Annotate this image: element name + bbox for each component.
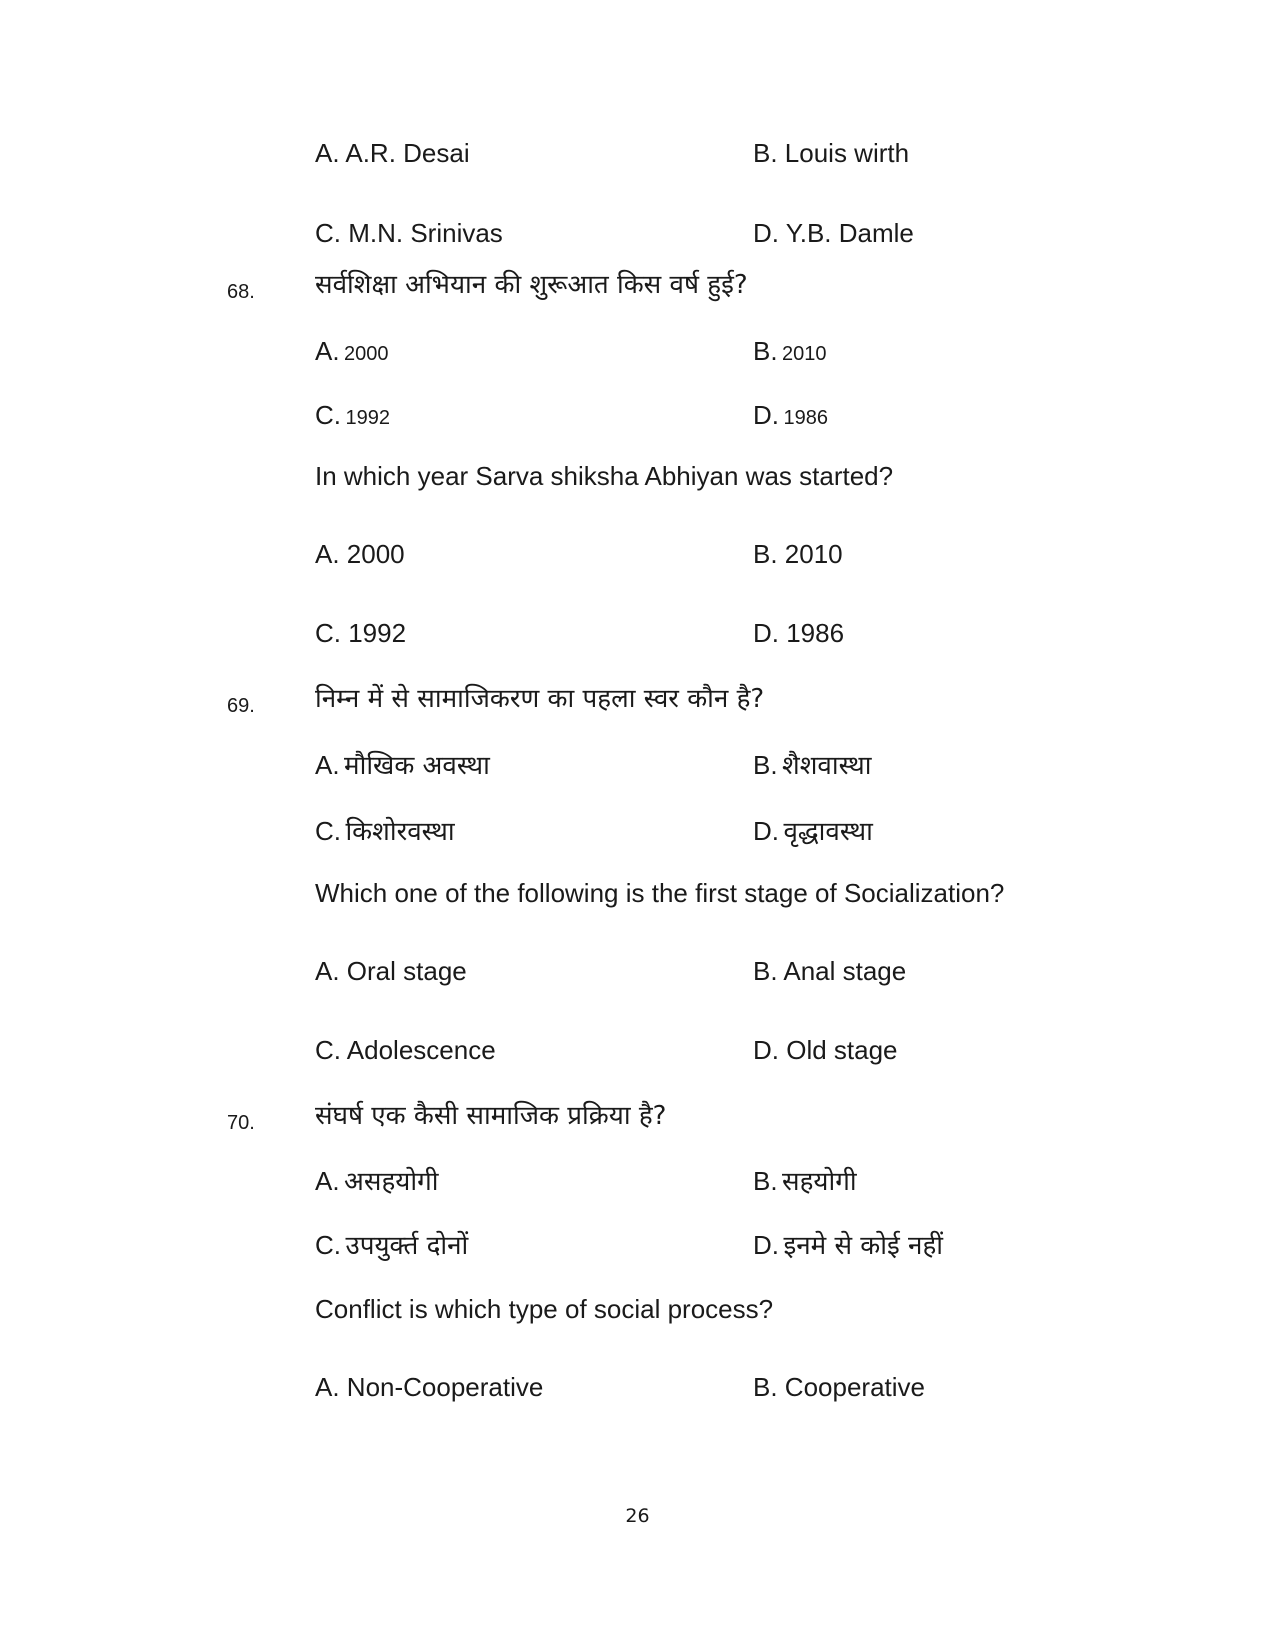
q70-english-option-a: A. Non-Cooperative bbox=[315, 1372, 544, 1402]
option-letter: D. bbox=[753, 816, 779, 846]
q68-english-question: In which year Sarva shiksha Abhiyan was started? bbox=[315, 461, 894, 491]
option-letter: D. bbox=[753, 400, 779, 430]
option-letter: C. bbox=[315, 400, 341, 430]
q69-hindi-option-d bbox=[753, 818, 873, 845]
q69-english-option-b: B. Anal stage bbox=[753, 956, 907, 986]
q70-hindi-option-b bbox=[753, 1168, 857, 1195]
option-letter: A. bbox=[315, 1166, 340, 1196]
q68-english-option-a: A. 2000 bbox=[315, 539, 405, 569]
option-value: इनमे से कोई नहीं bbox=[783, 1231, 944, 1261]
q69-english-option-d: D. Old stage bbox=[753, 1035, 898, 1065]
option-letter: A. bbox=[315, 750, 340, 780]
q69-hindi-option-b bbox=[753, 752, 872, 779]
q68-hindi-option-c bbox=[315, 402, 390, 428]
option-letter: D. bbox=[753, 1230, 779, 1260]
q68-hindi-question: सर्वशिक्षा अभियान की शुरूआत किस वर्ष हुई? bbox=[315, 270, 748, 300]
option-value: असहयोगी bbox=[344, 1167, 439, 1197]
option-letter: B. bbox=[753, 750, 778, 780]
q68-english-option-d: D. 1986 bbox=[753, 618, 845, 648]
q69-hindi-question: निम्न में से सामाजिकरण का पहला स्वर कौन है? bbox=[315, 684, 765, 714]
option-letter: B. bbox=[753, 1166, 778, 1196]
q67-option-c: C. M.N. Srinivas bbox=[315, 218, 503, 248]
question-number-68: 68. bbox=[227, 281, 255, 303]
option-value: 2010 bbox=[782, 343, 827, 365]
q70-hindi-option-a bbox=[315, 1168, 438, 1195]
q67-option-d: D. Y.B. Damle bbox=[753, 218, 914, 248]
q69-english-option-c: C. Adolescence bbox=[315, 1035, 496, 1065]
q70-hindi-option-d bbox=[753, 1232, 943, 1259]
question-number-69: 69. bbox=[227, 695, 255, 717]
option-value: उपयुर्क्त दोनों bbox=[345, 1231, 469, 1261]
q70-hindi-question: संघर्ष एक कैसी सामाजिक प्रक्रिया है? bbox=[315, 1101, 667, 1131]
question-number-70: 70. bbox=[227, 1112, 255, 1134]
option-letter: C. bbox=[315, 1230, 341, 1260]
q69-english-option-a: A. Oral stage bbox=[315, 956, 467, 986]
q69-hindi-option-a bbox=[315, 752, 490, 779]
q69-english-question: Which one of the following is the first stage of Socialization? bbox=[315, 878, 1005, 908]
option-value: वृद्धावस्था bbox=[783, 817, 873, 847]
option-value: 1986 bbox=[783, 407, 828, 429]
q68-hindi-option-a bbox=[315, 338, 389, 364]
q68-english-option-c: C. 1992 bbox=[315, 618, 407, 648]
page-number: 26 bbox=[625, 1505, 650, 1527]
q67-option-a: A. A.R. Desai bbox=[315, 138, 470, 168]
q69-hindi-option-c bbox=[315, 818, 455, 845]
q70-english-question: Conflict is which type of social process? bbox=[315, 1294, 774, 1324]
q70-english-option-b: B. Cooperative bbox=[753, 1372, 925, 1402]
option-value: सहयोगी bbox=[782, 1167, 857, 1197]
q68-english-option-b: B. 2010 bbox=[753, 539, 843, 569]
q70-hindi-option-c bbox=[315, 1232, 468, 1259]
option-letter: C. bbox=[315, 816, 341, 846]
option-letter: B. bbox=[753, 336, 778, 366]
q68-hindi-option-b bbox=[753, 338, 827, 364]
q68-hindi-option-d bbox=[753, 402, 828, 428]
option-letter: A. bbox=[315, 336, 340, 366]
option-value: 1992 bbox=[345, 407, 390, 429]
option-value: 2000 bbox=[344, 343, 389, 365]
option-value: किशोरवस्था bbox=[345, 817, 455, 847]
q67-option-b: B. Louis wirth bbox=[753, 138, 910, 168]
option-value: मौखिक अवस्था bbox=[344, 751, 490, 781]
option-value: शैशवास्था bbox=[782, 751, 872, 781]
